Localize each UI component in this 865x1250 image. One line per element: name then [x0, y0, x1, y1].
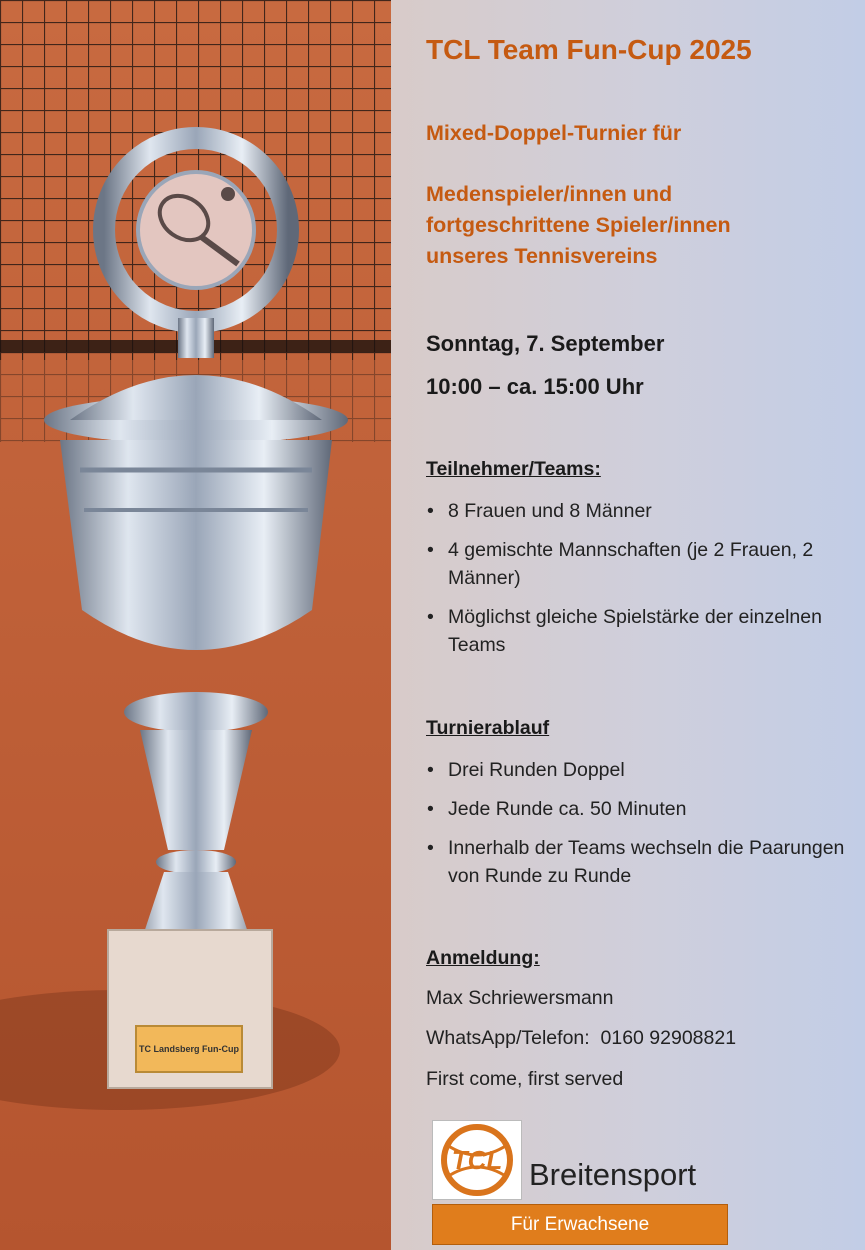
registration-note: First come, first served: [426, 1068, 624, 1090]
list-item: • 4 gemischte Mannschaften (je 2 Frauen, 2 Männer): [426, 536, 846, 592]
registration-heading: Anmeldung:: [426, 947, 540, 969]
event-date: Sonntag, 7. September: [426, 331, 665, 356]
participants-list: [426, 497, 846, 670]
subtitle-line-2: Medenspieler/innen und: [426, 182, 673, 206]
list-item: • Jede Runde ca. 50 Minuten: [426, 795, 846, 823]
list-item: • Innerhalb der Teams wechseln die Paarungen von Runde zu Runde: [426, 834, 846, 890]
participants-heading: Teilnehmer/Teams:: [426, 458, 601, 480]
subtitle-line-3: fortgeschrittene Spieler/innen: [426, 213, 731, 237]
trophy-photo: [0, 0, 391, 1250]
list-item: • 8 Frauen und 8 Männer: [426, 497, 846, 525]
logo-text: TCL: [451, 1145, 503, 1175]
audience-button[interactable]: Für Erwachsene: [432, 1204, 728, 1245]
subtitle-line-1: Mixed-Doppel-Turnier für: [426, 121, 682, 145]
trophy-plate-label: TC Landsberg Fun-Cup: [139, 1044, 239, 1054]
registration-contact: WhatsApp/Telefon: 0160 92908821: [426, 1027, 737, 1049]
page-title: TCL Team Fun-Cup 2025: [426, 34, 752, 65]
registration-name: Max Schriewersmann: [426, 987, 614, 1009]
schedule-list: [426, 756, 846, 901]
list-item: • Möglichst gleiche Spielstärke der einzelnen Teams: [426, 603, 846, 659]
event-time: 10:00 – ca. 15:00 Uhr: [426, 374, 644, 399]
schedule-heading: Turnierablauf: [426, 717, 550, 739]
tcl-logo: [432, 1120, 522, 1200]
list-item: • Drei Runden Doppel: [426, 756, 846, 784]
subtitle-line-4: unseres Tennisvereins: [426, 244, 658, 268]
brand-name: Breitensport: [529, 1157, 697, 1192]
